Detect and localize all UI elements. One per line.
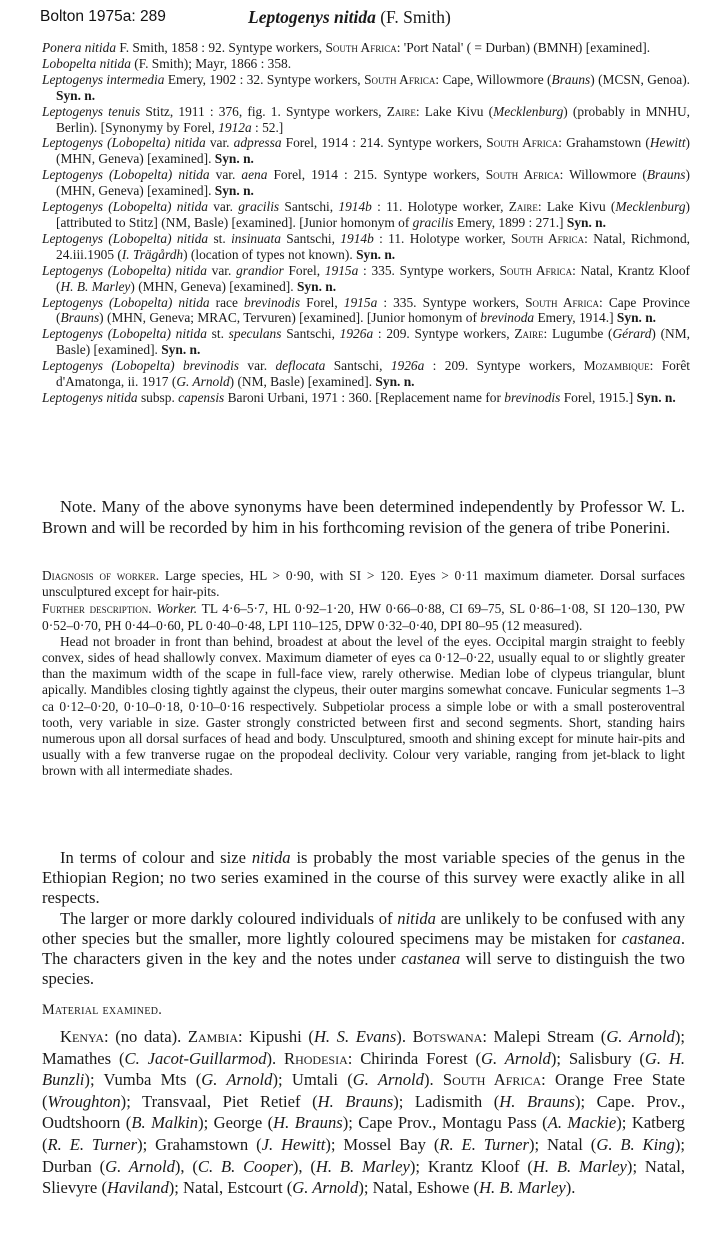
- synonymy-entry: Leptogenys intermedia Emery, 1902 : 32. Syntype workers, South Africa: Cape, Willowmore (Brauns) (MCSN, Genoa). Syn. n.: [42, 71, 691, 103]
- title-species-name: Leptogenys nitida: [248, 7, 376, 27]
- variation-discussion: [42, 848, 685, 989]
- discussion-paragraph: In terms of colour and size nitida is probably the most variable species of the genus in the Ethiopian Region; no two series examined in the course of this survey were exactly alike in all respects.: [42, 848, 685, 908]
- discussion-paragraph: The larger or more darkly coloured individuals of nitida are unlikely to be confused with any other species but the smaller, more lightly coloured specimens may be mistaken for castanea. The characters given in the key and the notes under castanea will serve to distinguish the two species.: [42, 908, 686, 989]
- diagnosis-paragraph: Diagnosis of worker. Large species, HL > 0·90, with SI > 120. Eyes > 0·11 maximum diameter. Dorsal surfaces unsculptured except for hair-pits.: [42, 568, 686, 600]
- synonymy-entry: Leptogenys (Lobopelta) nitida st. insinuata Santschi, 1914b : 11. Holotype worker, South Africa: Natal, Richmond, 24.iii.1905 (I. Trägårdh) (location of types not known). Syn. n.: [42, 230, 691, 262]
- synonymy-entry: Leptogenys (Lobopelta) nitida st. speculans Santschi, 1926a : 209. Syntype workers, Zaire: Lugumbe (Gérard) (NM, Basle) [examined]. Syn. n.: [42, 326, 690, 358]
- material-examined-list: Kenya: (no data). Zambia: Kipushi (H. S. Evans). Botswana: Malepi Stream (G. Arnold); Mamathes (C. Jacot-Guillarmod). Rhodesia: Chirinda Forest (G. Arnold); Salisbury (G. H. Bunzli); Vumba Mts (G. Arnold); Umtali (G. Arnold). South Africa: Orange Free State (Wroughton); Transvaal, Piet Retief (H. Brauns); Ladismith (H. Brauns); Cape. Prov., Oudtshoorn (B. Malkin); George (H. Brauns); Cape Prov., Montagu Pass (A. Mackie); Katberg (R. E. Turner); Grahamstown (J. Hewitt); Mossel Bay (R. E. Turner); Natal (G. B. King); Durban (G. Arnold), (C. B. Cooper), (H. B. Marley); Krantz Kloof (H. B. Marley); Natal, Slievyre (Haviland); Natal, Estcourt (G. Arnold); Natal, Eshowe (H. B. Marley).: [42, 1027, 686, 1198]
- worker-diagnosis: [42, 568, 685, 780]
- title-author: (F. Smith): [380, 7, 451, 27]
- further-description-heading: Further description.: [42, 601, 152, 617]
- page-header: [0, 8, 723, 32]
- description-paragraph: Head not broader in front than behind, broadest at about the level of the eyes. Occipital margin straight to feebly convex, sides of head shallowly convex. Maximum diameter of eyes ca 0·12–0·22, usually equal to or slightly greater than the maximum width of the scape in full-face view, rarely otherwise. Median lobe of clypeus triangular, blunt apically. Mandibles closing tightly against the clypeus, their outer margins somewhat concave. Funicular segments 1–3 ca 0·12–0·20, 0·10–0·18, 0·10–0·16 respectively. Subpetiolar process a simple lobe or with a small posteroventral tooth, very variable in size. Gaster strongly constricted between first and second segments. Short, standing hairs numerous upon all dorsal surfaces of head and body. Unsculptured, smooth and shining except for minute hair-pits and usually with a few tranverse rugae on the propodeal declivity. Colour very variable, ranging from jet-black to light brown with all intermediate shades.: [42, 633, 685, 779]
- synonymy-entry: Leptogenys tenuis Stitz, 1911 : 376, fig. 1. Syntype workers, Zaire: Lake Kivu (Mecklenburg) (probably in MNHU, Berlin). [Synonymy by Forel, 1912a : 52.]: [42, 103, 691, 135]
- material-examined-heading: Material examined.: [42, 1002, 163, 1018]
- synonymy-entry: Leptogenys (Lobopelta) brevinodis var. deflocata Santschi, 1926a : 209. Syntype workers, Mozambique: Forêt d'Amatonga, ii. 1917 (G. Arnold) (NM, Basle) [examined]. Syn. n.: [42, 358, 690, 390]
- synonymy-note: Note. Many of the above synonyms have been determined independently by Professor W. L. Brown and will be recorded by him in his forthcoming revision of the genera of tribe Ponerini.: [42, 497, 685, 537]
- synonymy-entry: Ponera nitida F. Smith, 1858 : 92. Syntype workers, South Africa: 'Port Natal' ( = Durban) (BMNH) [examined].: [42, 40, 651, 55]
- synonymy-entry: Lobopelta nitida (F. Smith); Mayr, 1866 : 358.: [42, 55, 292, 71]
- diagnosis-heading: Diagnosis of worker.: [42, 568, 160, 583]
- page-reference: Bolton 1975a: 289: [40, 8, 166, 25]
- synonymy-entry: Leptogenys (Lobopelta) nitida var. adpressa Forel, 1914 : 214. Syntype workers, South Africa: Grahamstown (Hewitt) (MHN, Geneva) [examined]. Syn. n.: [42, 135, 691, 167]
- synonymy-entry: Leptogenys (Lobopelta) nitida var. grandior Forel, 1915a : 335. Syntype workers, South Africa: Natal, Krantz Kloof (H. B. Marley) (MHN, Geneva) [examined]. Syn. n.: [42, 262, 690, 294]
- synonymy-entry: Leptogenys (Lobopelta) nitida var. gracilis Santschi, 1914b : 11. Holotype worker, Zaire: Lake Kivu (Mecklenburg) [attributed to Stitz] (NM, Basle) [examined]. [Junior homonym of gracilis Emery, 1899 : 271.] Syn. n.: [42, 199, 691, 230]
- species-title: [248, 7, 451, 28]
- further-description: Further description. Worker. TL 4·6–5·7, HL 0·92–1·20, HW 0·66–0·88, CI 69–75, SL 0·86–1·08, SI 120–130, PW 0·52–0·70, PH 0·44–0·60, PL 0·40–0·48, LPI 110–125, DPW 0·32–0·40, DPI 80–95 (12 measured).: [42, 601, 685, 633]
- synonymy-entry: Leptogenys (Lobopelta) nitida var. aena Forel, 1914 : 215. Syntype workers, South Africa: Willowmore (Brauns) (MHN, Geneva) [examined]. Syn. n.: [42, 167, 690, 199]
- synonymy-list: [42, 40, 690, 406]
- synonymy-entry: Leptogenys nitida subsp. capensis Baroni Urbani, 1971 : 360. [Replacement name for brevinodis Forel, 1915.] Syn. n.: [42, 389, 676, 405]
- synonymy-entry: Leptogenys (Lobopelta) nitida race brevinodis Forel, 1915a : 335. Syntype workers, South Africa: Cape Province (Brauns) (MHN, Geneva; MRAC, Tervuren) [examined]. [Junior homonym of brevinoda Emery, 1914.] Syn. n.: [42, 294, 690, 326]
